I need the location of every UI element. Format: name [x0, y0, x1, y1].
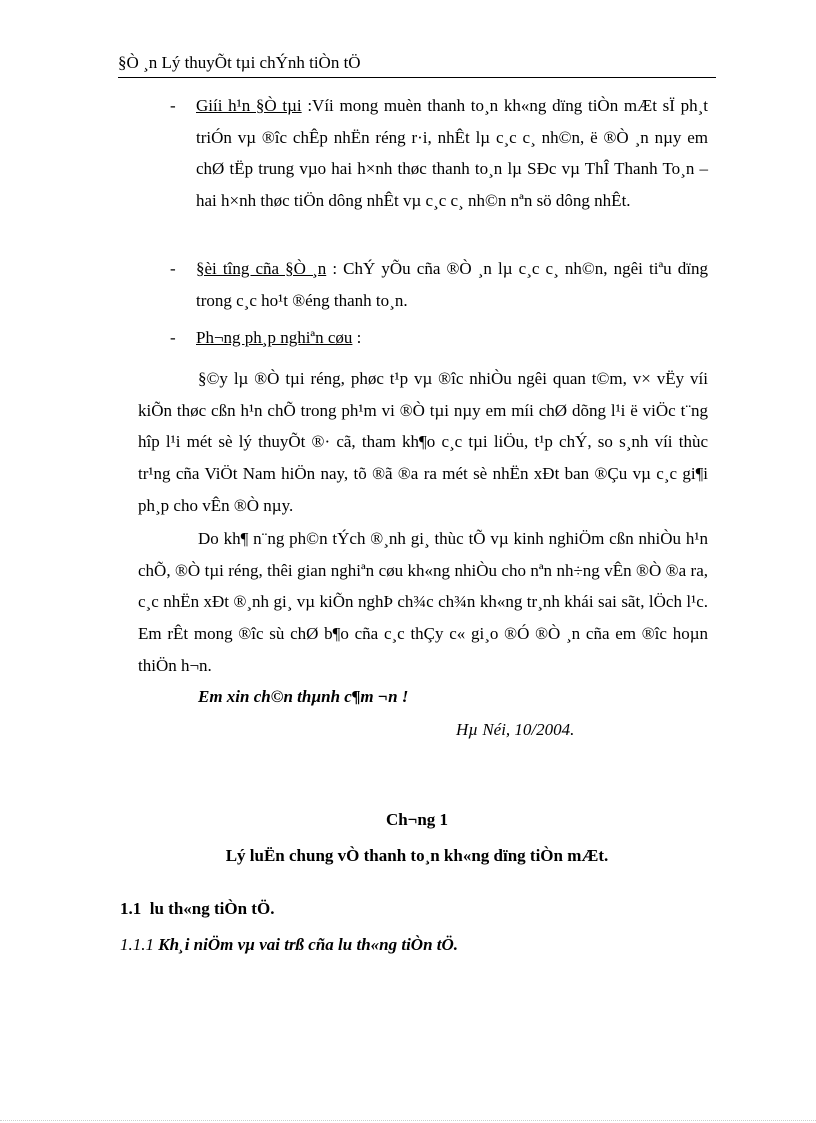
section-number: 1.1 [120, 899, 142, 918]
bullet-dash: - [170, 328, 176, 347]
subsection-heading [120, 935, 458, 955]
section-title: lu th«ng tiÒn tÖ. [149, 899, 275, 918]
header-title: §Ò ¸n Lý thuyÕt tµi chÝnh tiÒn tÖ [118, 53, 361, 72]
section-heading [120, 899, 274, 919]
bullet-label: Giíi h¹n §Ò tµi [196, 96, 302, 115]
thanks-line: Em xin ch©n thµnh c¶m ¬n ! [198, 687, 409, 706]
body-paragraph-1: §©y lµ ®Ò tµi réng, phøc t¹p vµ ®îc nhiÒu ngêi quan t©m, v× vËy víi kiÕn thøc cßn h¹n chÕ trong ph¹m vi ®Ò tµi nµy em míi chØ dõng l¹i ë viÖc t¨ng hîp l¹i mét sè lý thuyÕt ®· cã, tham kh¶o c¸c tµi liÖu, t¹p chÝ, so s¸nh víi thùc tr¹ng cña ViÖt Nam hiÖn nay, tõ ®ã ®a ra mét sè nhËn xÐt ban ®Çu vµ c¸c gi¶i ph¸p cho vÊn ®Ò nµy. [138, 369, 708, 515]
bullet-text: : [352, 328, 362, 347]
bullet-scope [170, 90, 709, 217]
bullet-method [170, 322, 708, 354]
page-bottom-divider [0, 1120, 816, 1121]
page-header [118, 52, 716, 78]
chapter-title: Lý luËn chung vÒ thanh to¸n kh«ng dïng tiÒn mÆt. [225, 846, 609, 865]
bullet-label: §èi tîng cña §Ò ¸n [196, 259, 327, 278]
subsection-number: 1.1.1 [120, 935, 154, 954]
chapter-number: Ch¬ng 1 [385, 810, 449, 829]
bullet-subject [170, 253, 708, 316]
date-line: Hµ Néi, 10/2004. [456, 720, 575, 739]
body-paragraph-2: Do kh¶ n¨ng ph©n tÝch ®¸nh gi¸ thùc tÕ vµ kinh nghiÖm cßn nhiÒu h¹n chÕ, ®Ò tµi réng, thêi gian nghiªn cøu kh«ng nhiÒu cho nªn nh÷ng vÊn ®Ò ®a ra, c¸c nhËn xÐt ®¸nh gi¸ vµ kiÕn nghÞ ch¾c ch¾n kh«ng tr¸nh khái sai sãt, lÖch l¹c. Em rÊt mong ®îc sù chØ b¶o cña c¸c thÇy c« gi¸o ®Ó ®Ò ¸n cña em ®îc hoµn thiÖn h¬n. [138, 529, 708, 675]
bullet-text: :Víi mong muèn thanh to¸n kh«ng dïng tiÒn mÆt sÏ ph¸t triÓn vµ ®îc chÊp nhËn réng r·i, nhÊt lµ c¸c c¸ nh©n, ë ®Ò ¸n nµy em chØ tËp trung vµo hai h×nh thøc thanh to¸n lµ SÐc vµ ThÎ Thanh To¸n – hai h×nh thøc tiÖn dông nhÊt vµ c¸c c¸ nh©n nªn sö dông nhÊt. [196, 96, 709, 211]
bullet-label: Ph¬ng ph¸p nghiªn cøu [196, 328, 353, 347]
bullet-dash: - [170, 96, 176, 115]
bullet-text: : ChÝ yÕu cña ®Ò ¸n lµ c¸c c¸ nh©n, ngêi tiªu dïng trong c¸c ho¹t ®éng thanh to¸n. [196, 259, 708, 310]
subsection-title: Kh¸i niÖm vµ vai trß cña lu th«ng tiÒn tÖ. [158, 935, 459, 954]
bullet-dash: - [170, 259, 176, 278]
